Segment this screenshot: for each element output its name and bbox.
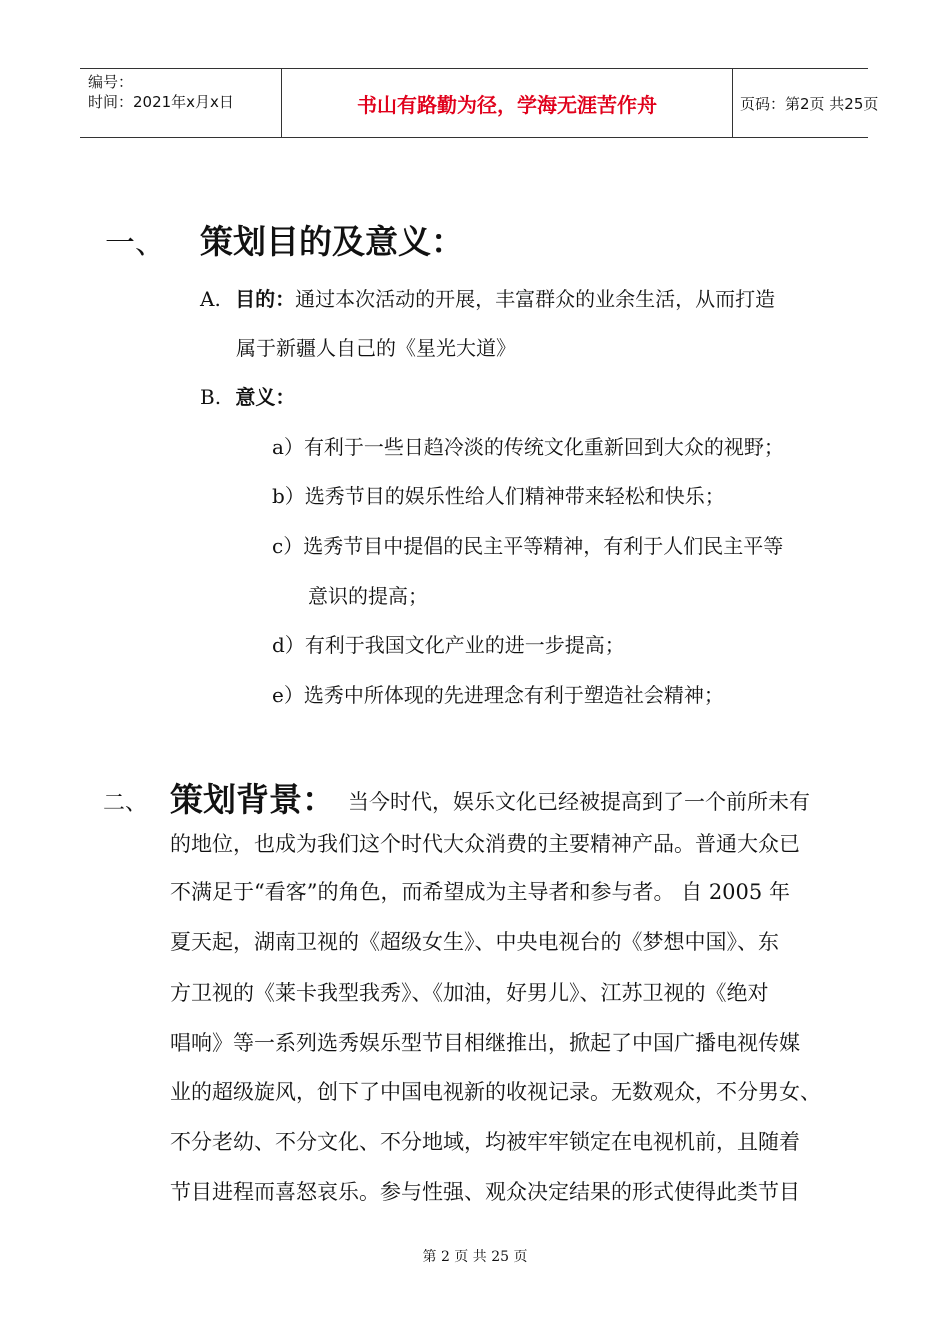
list-item-continuation: 意识的提高； [308,584,428,608]
doc-number-label: 编号： [88,73,134,91]
paragraph-line: 不满足于“看客”的角色，而希望成为主导者和参与者。 自 2005 年 [170,880,790,904]
list-item-text: 有利于一些日趋冷淡的传统文化重新回到大众的视野； [303,435,784,459]
list-item [272,431,784,460]
list-item [272,679,724,708]
item-a-line2: 属于新疆人自己的《星光大道》 [236,336,516,360]
list-item-marker: c） [272,534,304,558]
list-item [272,480,725,509]
paragraph-line: 方卫视的《莱卡我型我秀》、《加油，好男儿》、江苏卫视的《绝对 [170,981,769,1005]
item-a-line1 [200,283,775,312]
header-table [80,68,879,138]
list-item-text: 选秀节目中提倡的民主平等精神，有利于人们民主平等 [303,534,784,558]
list-item-text: 选秀节目的娱乐性给人们精神带来轻松和快乐； [304,484,725,508]
paragraph-line: 的地位，也成为我们这个时代大众消费的主要精神产品。普通大众已 [170,832,800,856]
item-a-text: 通过本次活动的开展，丰富群众的业余生活，从而打造 [295,287,776,311]
paragraph-line: 业的超级旋风，创下了中国电视新的收视记录。无数观众，不分男女、 [170,1080,821,1104]
item-a-marker: A. [200,287,221,311]
item-b-marker: B. [200,385,222,409]
list-item [272,530,783,559]
paragraph-line: 不分老幼、不分文化、不分地域，均被牢牢锁定在电视机前，且随着 [170,1130,800,1154]
section2-title: 策划背景： [170,780,335,819]
list-item-marker: a） [272,435,304,459]
paragraph-line: 节目进程而喜怒哀乐。参与性强、观众决定结果的形式使得此类节目 [170,1180,800,1204]
paragraph-line: 夏天起，湖南卫视的《超级女生》、中央电视台的《梦想中国》、东 [170,930,779,954]
list-item-text: 选秀中所体现的先进理念有利于塑造社会精神； [303,683,724,707]
list-item [272,629,625,658]
item-b-label: 意义： [235,385,296,409]
paragraph-line: 当今时代，娱乐文化已经被提高到了一个前所未有 [348,790,810,814]
list-item-marker: e） [272,683,304,707]
page-footer: 第 2 页 共 25 页 [422,1249,528,1265]
paragraph-line: 唱响》等一系列选秀娱乐型节目相继推出，掀起了中国广播电视传媒 [170,1031,800,1055]
doc-time-label: 时间：2021年x月x日 [88,93,234,111]
header-divider [732,69,733,137]
list-item-marker: b） [272,484,305,508]
header-meta [80,69,280,137]
item-b-line [200,381,295,410]
section1-number: 一、 [105,226,165,261]
header-motto: 书山有路勤为径，学海无涯苦作舟 [357,92,657,117]
list-item-text: 有利于我国文化产业的进一步提高； [304,633,625,657]
list-item-marker: d） [272,633,305,657]
item-a-label: 目的： [235,287,296,311]
section1-title: 策划目的及意义： [200,222,464,261]
header-page-info: 页码：第2页 共25页 [740,94,879,113]
section2-number: 二、 [103,791,148,816]
